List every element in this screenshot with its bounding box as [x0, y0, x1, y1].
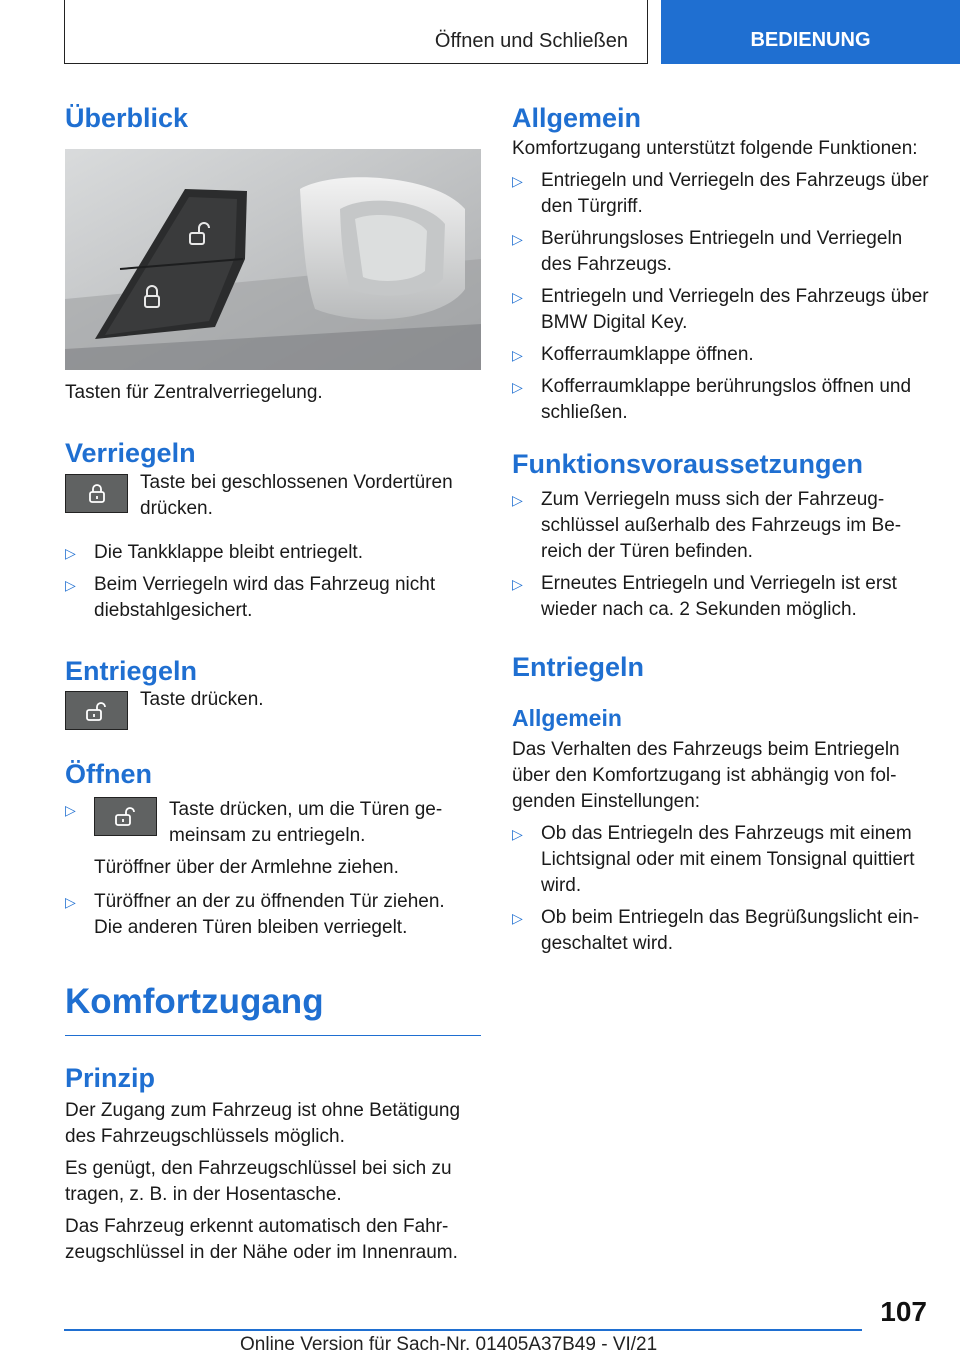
general-bullets — [512, 168, 930, 426]
open-heading: Öffnen — [65, 759, 152, 790]
principle-heading: Prinzip — [65, 1062, 156, 1093]
triangle-bullet-icon: ▷ — [65, 893, 76, 910]
unlock-instruction — [65, 691, 481, 730]
list-item — [65, 797, 481, 881]
unlock-button[interactable] — [65, 691, 128, 730]
list-item: ▷ Beim Verriegeln wird das Fahrzeug nicht diebstahlgesichert. — [65, 573, 436, 621]
list-item: ▷ Die Tankklappe bleibt entriegelt. — [65, 540, 481, 566]
unlock-icon — [114, 806, 138, 826]
requirements-bullets — [512, 487, 930, 623]
list-item: ▷ Zum Verriegeln muss sich der Fahrzeugschlüssel außerhalb des Fahrzeugs im Bereich der Türen befinden. — [512, 488, 902, 562]
right-column — [512, 96, 930, 957]
list-item: ▷ Entriegeln und Verriegeln des Fahrzeugs über BMW Digital Key. — [512, 286, 929, 334]
triangle-bullet-icon: ▷ — [512, 909, 523, 926]
list-item: ▷ Ob beim Entriegeln das Begrüßungslicht eingeschaltet wird. — [512, 906, 920, 954]
photo-caption: Tasten für Zentralverriegelung. — [65, 382, 323, 404]
list-item: ▷ Kofferraumklappe öffnen. — [512, 342, 930, 368]
lock-text: Taste bei geschlossenen Vordertüren drücken. — [140, 471, 453, 519]
unlocking-heading: Entriegeln — [512, 651, 645, 682]
requirements-heading: Funktionsvoraussetzungen — [512, 449, 864, 480]
page-number: 107 — [880, 1296, 927, 1327]
triangle-bullet-icon: ▷ — [512, 347, 523, 364]
principle-paragraph: Der Zugang zum Fahrzeug ist ohne Betätigung des Fahrzeugschlüssels möglich. — [65, 1099, 461, 1147]
triangle-bullet-icon: ▷ — [512, 173, 523, 190]
comfort-access-heading: Komfortzugang — [65, 981, 481, 1036]
list-item: ▷ Kofferraumklappe berührungslos öffnen und schließen. — [512, 376, 912, 424]
list-item: ▷ Berührungsloses Entriegeln und Verriegeln des Fahrzeugs. — [512, 228, 903, 276]
list-item: ▷ Erneutes Entriegeln und Verriegeln ist erst wieder nach ca. 2 Sekunden möglich. — [512, 572, 897, 620]
footer-online-version: Online Version für Sach-Nr. 01405A37B49 - VI/21 — [240, 1334, 658, 1355]
lock-button[interactable] — [65, 474, 128, 513]
open-step-subtext: Türöffner über der Armlehne ziehen. — [94, 856, 399, 878]
chapter-tab-label: BEDIENUNG — [750, 28, 871, 51]
overview-heading: Überblick — [65, 103, 189, 133]
triangle-bullet-icon: ▷ — [65, 801, 76, 818]
list-item: ▷ Ob das Entriegeln des Fahrzeugs mit einem Lichtsignal oder mit einem Tonsignal quittiert wird. — [512, 822, 915, 896]
triangle-bullet-icon: ▷ — [512, 231, 523, 248]
unlock-text: Taste drücken. — [140, 689, 264, 711]
triangle-bullet-icon: ▷ — [512, 379, 523, 396]
triangle-bullet-icon: ▷ — [512, 825, 523, 842]
unlock-heading: Entriegeln — [65, 655, 198, 686]
chapter-tab[interactable] — [661, 0, 960, 64]
unlocking-bullets — [512, 821, 930, 957]
left-column — [65, 96, 481, 1266]
triangle-bullet-icon: ▷ — [512, 575, 523, 592]
triangle-bullet-icon: ▷ — [65, 544, 76, 561]
lock-bullets — [65, 540, 481, 624]
unlocking-subheading: Allgemein — [512, 705, 622, 732]
open-steps — [65, 797, 481, 941]
unlock-button[interactable] — [94, 797, 157, 836]
unlock-icon — [85, 701, 109, 721]
list-item: ▷ Türöffner an der zu öffnenden Tür ziehen. Die anderen Türen bleiben verriegelt. — [65, 890, 445, 938]
door-handle-photo — [65, 149, 481, 370]
lock-heading: Verriegeln — [65, 438, 196, 469]
lock-instruction — [65, 471, 481, 522]
footer-rule — [64, 1329, 862, 1331]
triangle-bullet-icon: ▷ — [65, 576, 76, 593]
unlocking-intro: Das Verhalten des Fahrzeugs beim Entriegeln über den Komfortzugang ist abhängig von folgenden Einstellungen: — [512, 738, 900, 812]
general-intro: Komfortzugang unterstützt folgende Funktionen: — [512, 138, 918, 160]
principle-paragraph: Es genügt, den Fahrzeugschlüssel bei sich zu tragen, z. B. in der Hosentasche. — [65, 1157, 452, 1205]
section-title: Öffnen und Schließen — [434, 30, 628, 52]
open-step-text: Taste drücken, um die Türen gemeinsam zu entriegeln. — [169, 798, 443, 846]
triangle-bullet-icon: ▷ — [512, 289, 523, 306]
general-heading: Allgemein — [512, 103, 642, 133]
principle-paragraph: Das Fahrzeug erkennt automatisch den Fahrzeugschlüssel in der Nähe oder im Innenraum. — [65, 1215, 458, 1263]
triangle-bullet-icon: ▷ — [512, 491, 523, 508]
list-item: ▷ Entriegeln und Verriegeln des Fahrzeugs über den Türgriff. — [512, 170, 929, 218]
lock-icon — [87, 483, 107, 503]
